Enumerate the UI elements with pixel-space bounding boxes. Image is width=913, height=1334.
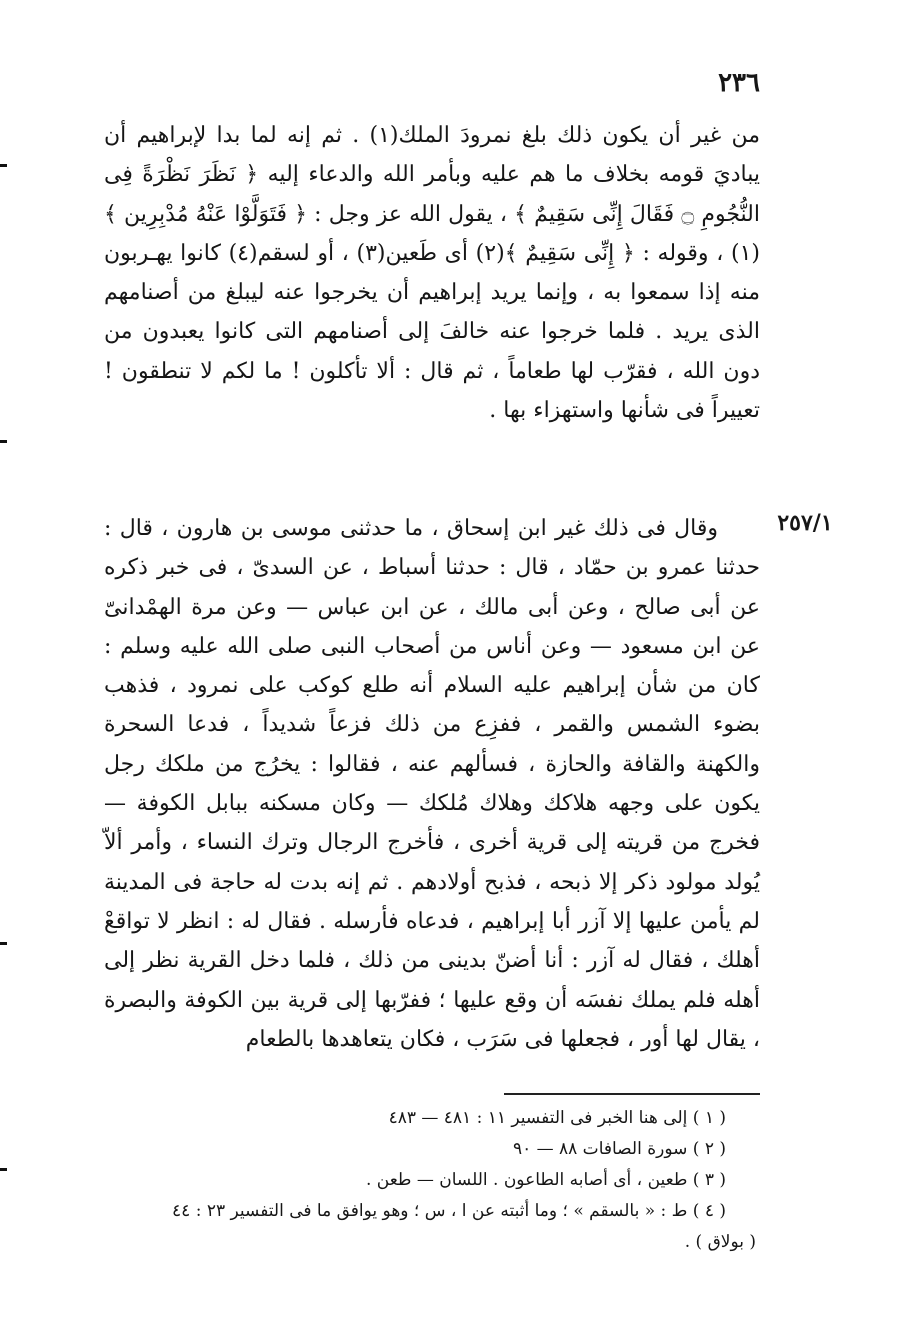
scan-edge-mark bbox=[0, 1168, 7, 1171]
paragraph-1: من غير أن يكون ذلك بلغ نمرودَ الملك(١) . ثم إنه لما بدا لإبراهيم أن يباديَ قومه بخلاف ما هم عليه وبأمر الله والدعاء إليه ﴿ نَظَرَ نَظْرَةً فِى النُّجُومِ ۝ فَقَالَ إِنِّى سَقِيمٌ ﴾ ، يقول الله عز وجل : ﴿ فَتَوَلَّوْا عَنْهُ مُدْبِرِين ﴾(١) ، وقوله : ﴿ إِنِّى سَقِيمٌ ﴾(٢) أى طَعين(٣) ، أو لسقم(٤) كانوا يهـربون منه إذا سمعوا به ، وإنما يريد إبراهيم أن يخرجوا عنه ليبلغ من أصنامهم الذى يريد . فلما خرجوا عنه خالفَ إلى أصنامهم التى كانوا يعبدون من دون الله ، فقرّب لها طعاماً ، ثم قال : ألا تأكلون ! ما لكم لا تنطقون ! تعييراً فى شأنها واستهزاء بها . bbox=[104, 123, 761, 424]
margin-reference: ٢٥٧/١ bbox=[777, 510, 833, 536]
footnote-divider bbox=[504, 1093, 760, 1095]
footnotes bbox=[170, 1103, 756, 1258]
footnote-4: ( ٤ ) ط : « بالسقم » ؛ وما أثبته عن ا ، س ؛ وهو يوافق ما فى التفسير ٢٣ : ٤٤ bbox=[172, 1201, 726, 1221]
scan-edge-mark bbox=[0, 164, 7, 167]
paragraph-2: وقال فى ذلك غير ابن إسحاق ، ما حدثنى موسى بن هارون ، قال : حدثنا عمرو بن حمّاد ، قال : حدثنا أسباط ، عن السدىّ ، فى خبر ذكره عن أبى صالح ، وعن أبى مالك ، عن ابن عباس — وعن مرة الهمْدانىّ عن ابن مسعود — وعن أناس من أصحاب النبى صلى الله عليه وسلم : كان من شأن إبراهيم عليه السلام أنه طلع كوكب على نمرود ، فذهب بضوء الشمس والقمر ، ففزِع من ذلك فزعاً شديداً ، فدعا السحرة والكهنة والقافة والحازة ، فسألهم عنه ، فقالوا : يخرُج من ملكك رجل يكون على وجهه هلاكك وهلاك مُلكك — وكان مسكنه ببابل الكوفة — فخرج من قريته إلى قرية أخرى ، فأخرج الرجال وترك النساء ، وأمر ألاّ يُولد مولود ذكر إلا ذبحه ، فذبح أولادهم . ثم إنه بدت له حاجة فى المدينة لم يأمن عليها إلا آزر أبا إبراهيم ، فدعاه فأرسله . فقال له : انظر لا تواقعْ أهلك ، فقال له آزر : أنا أضنّ بدينى من ذلك ، فلما دخل القرية نظر إلى أهله فلم يملك نفسَه أن وقع عليها ؛ ففرّبها إلى قرية بين الكوفة والبصرة ، يقال لها أور ، فجعلها فى سَرَب ، فكان يتعاهدها بالطعام bbox=[104, 516, 760, 1052]
page-number: ٢٣٦ bbox=[718, 68, 760, 98]
footnote-3: ( ٣ ) طعين ، أى أصابه الطاعون . اللسان — طعن . bbox=[365, 1170, 726, 1190]
scan-edge-mark bbox=[0, 440, 7, 443]
footnote-1: ( ١ ) إلى هنا الخبر فى التفسير ١١ : ٤٨١ — ٤٨٣ bbox=[388, 1108, 726, 1128]
scan-edge-mark bbox=[0, 942, 7, 945]
footnote-4-continuation: ( بولاق ) . bbox=[684, 1232, 756, 1252]
footnote-2: ( ٢ ) سورة الصافات ٨٨ — ٩٠ bbox=[512, 1139, 726, 1159]
